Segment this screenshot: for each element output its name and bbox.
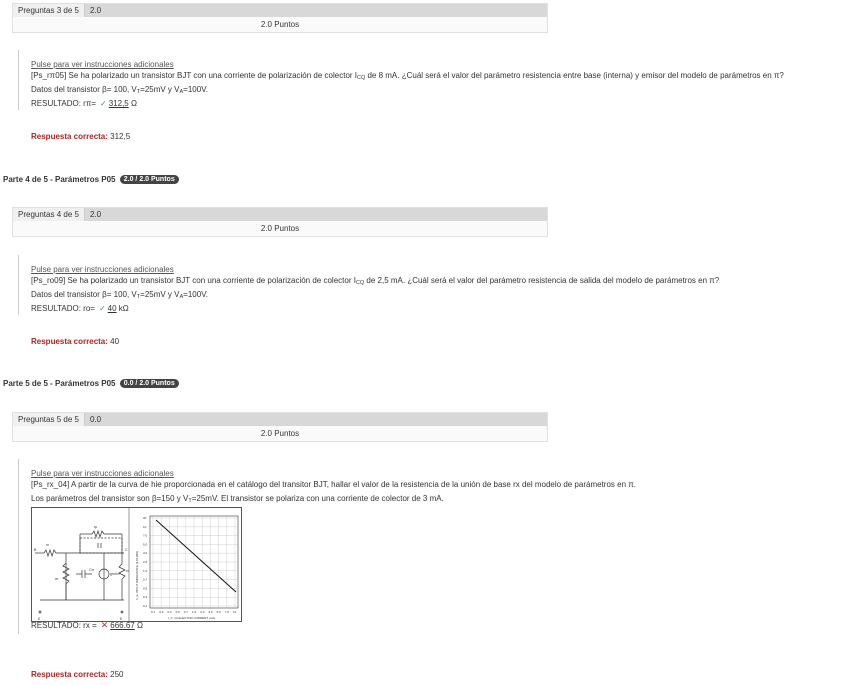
check-icon: ✓	[98, 304, 106, 313]
question-text: [Ps_rx_04] A partir de la curva de hie proporcionada en el catálogo del transitor BJT, hallar el valor de la resistencia de la unión de base rx del modelo de parámetros en π.	[31, 480, 636, 489]
question-points: 2.0 Puntos	[260, 20, 300, 29]
svg-text:E: E	[38, 617, 41, 621]
question-points: 2.0 Puntos	[260, 224, 300, 233]
svg-text:rπ: rπ	[55, 577, 59, 581]
transistor-data: Datos del transistor β= 100, $V_T=25mV$ y $V_A=100V$.	[31, 290, 209, 300]
correct-answer: Respuesta correcta: 40	[31, 337, 120, 346]
figure-svg	[32, 508, 243, 623]
x-tick-label: 0.1	[151, 610, 156, 614]
question-score: 0.0	[85, 413, 547, 426]
y-tick-label: 0.2	[143, 604, 148, 608]
y-tick-label: 10	[143, 524, 147, 529]
x-tick-label: 0.5	[175, 610, 180, 614]
instructions-link[interactable]: Pulse para ver instrucciones adicionales	[31, 60, 174, 69]
result-line: RESULTADO: rπ= ✓ 312,5 Ω	[31, 99, 137, 108]
question-count: Preguntas 4 de 5	[13, 208, 85, 221]
y-tick-label: 0.3	[143, 595, 148, 600]
y-tick-label: 20	[143, 516, 147, 520]
x-tick-label: 3.0	[208, 610, 213, 614]
check-icon: ✓	[100, 99, 107, 108]
svg-text:B: B	[34, 548, 37, 552]
y-tick-label: 2.0	[143, 560, 148, 564]
question-5-header	[12, 412, 548, 442]
transistor-data: Datos del transistor β= 100, $V_T=25mV$ y $V_A=100V$.	[31, 85, 209, 95]
question-count: Preguntas 5 de 5	[13, 413, 85, 426]
hie-curve-chart	[135, 516, 238, 620]
x-tick-label: 5.0	[216, 610, 221, 614]
svg-text:rμ: rμ	[94, 525, 98, 529]
question-4-body	[18, 255, 808, 315]
x-tick-label: 1.0	[192, 610, 197, 614]
svg-text:E: E	[120, 617, 123, 621]
part-5-title: Parte 5 de 5 - Parámetros P05 0.0 / 2.0 Puntos	[3, 378, 179, 390]
result-line: RESULTADO: rx = ✕ 666.67 Ω	[31, 620, 143, 630]
y-tick-label: 0.5	[143, 586, 148, 591]
question-text: [Ps_rπ05] Se ha polarizado un transistor BJT con una corriente de polarización de colector $I_{CQ}$ de 8 mA. ¿Cuál será el valor del parámetro resistencia entre base (interna) y emisor del modelo de parámetros en π?	[31, 71, 784, 81]
y-tick-label: 0.7	[143, 577, 148, 582]
question-points: 2.0 Puntos	[260, 429, 300, 438]
question-count: Preguntas 3 de 5	[13, 4, 85, 17]
answer-value[interactable]: 40	[107, 304, 117, 313]
y-tick-label: 7.0	[143, 533, 148, 538]
question-3-body	[18, 50, 808, 110]
svg-text:C: C	[125, 548, 128, 552]
circuit-and-hie-figure	[31, 507, 242, 622]
answer-value[interactable]: 666.67	[110, 621, 135, 630]
correct-answer: Respuesta correcta: 312,5	[31, 132, 131, 141]
x-tick-label: 0.3	[167, 610, 172, 614]
x-axis-label: I_C, COLLECTOR CURRENT (mA)	[168, 616, 216, 620]
y-tick-label: 3.0	[143, 551, 148, 556]
svg-text:Cπ: Cπ	[89, 568, 94, 572]
x-tick-label: 0.2	[159, 610, 164, 614]
part-score-badge: 0.0 / 2.0 Puntos	[120, 379, 179, 388]
x-tick-label: 7.0	[224, 610, 229, 614]
cross-icon: ✕	[100, 620, 109, 630]
part-score-badge: 2.0 / 2.0 Puntos	[120, 175, 179, 184]
y-tick-label: 1.0	[143, 568, 148, 573]
x-tick-label: 2.0	[200, 610, 205, 614]
correct-answer: Respuesta correcta: 250	[31, 670, 124, 679]
svg-text:gmVπ: gmVπ	[110, 572, 120, 576]
transistor-params: Los parámetros del transistor son β=150 y $V_T=25mV$. El transistor se polariza con una corriente de colector de 3 mA.	[31, 494, 444, 504]
answer-value[interactable]: 312,5	[108, 99, 129, 108]
question-4-header	[12, 207, 548, 237]
instructions-link[interactable]: Pulse para ver instrucciones adicionales	[31, 265, 174, 274]
question-score: 2.0	[85, 208, 547, 221]
part-4-title: Parte 4 de 5 - Parámetros P05 2.0 / 2.0 Puntos	[3, 174, 179, 186]
svg-text:ro: ro	[126, 569, 130, 573]
y-tick-label: 5.0	[143, 542, 148, 547]
x-tick-label: 10	[233, 610, 237, 614]
svg-text:rx: rx	[46, 543, 49, 547]
y-axis-label: h_ie, INPUT IMPEDANCE (k OHMS)	[135, 550, 139, 600]
x-tick-label: 0.7	[183, 610, 188, 614]
question-text: [Ps_ro09] Se ha polarizado un transistor BJT con una corriente de polarización de colector $I_{CQ}$ de 2,5 mA. ¿Cuál será el valor del parámetro resistencia de salida del modelo de parámetros en π?	[31, 276, 720, 286]
result-line: RESULTADO: ro= ✓ 40 kΩ	[31, 304, 129, 313]
question-score: 2.0	[85, 4, 547, 17]
question-3-header	[12, 3, 548, 33]
instructions-link[interactable]: Pulse para ver instrucciones adicionales	[31, 469, 174, 478]
